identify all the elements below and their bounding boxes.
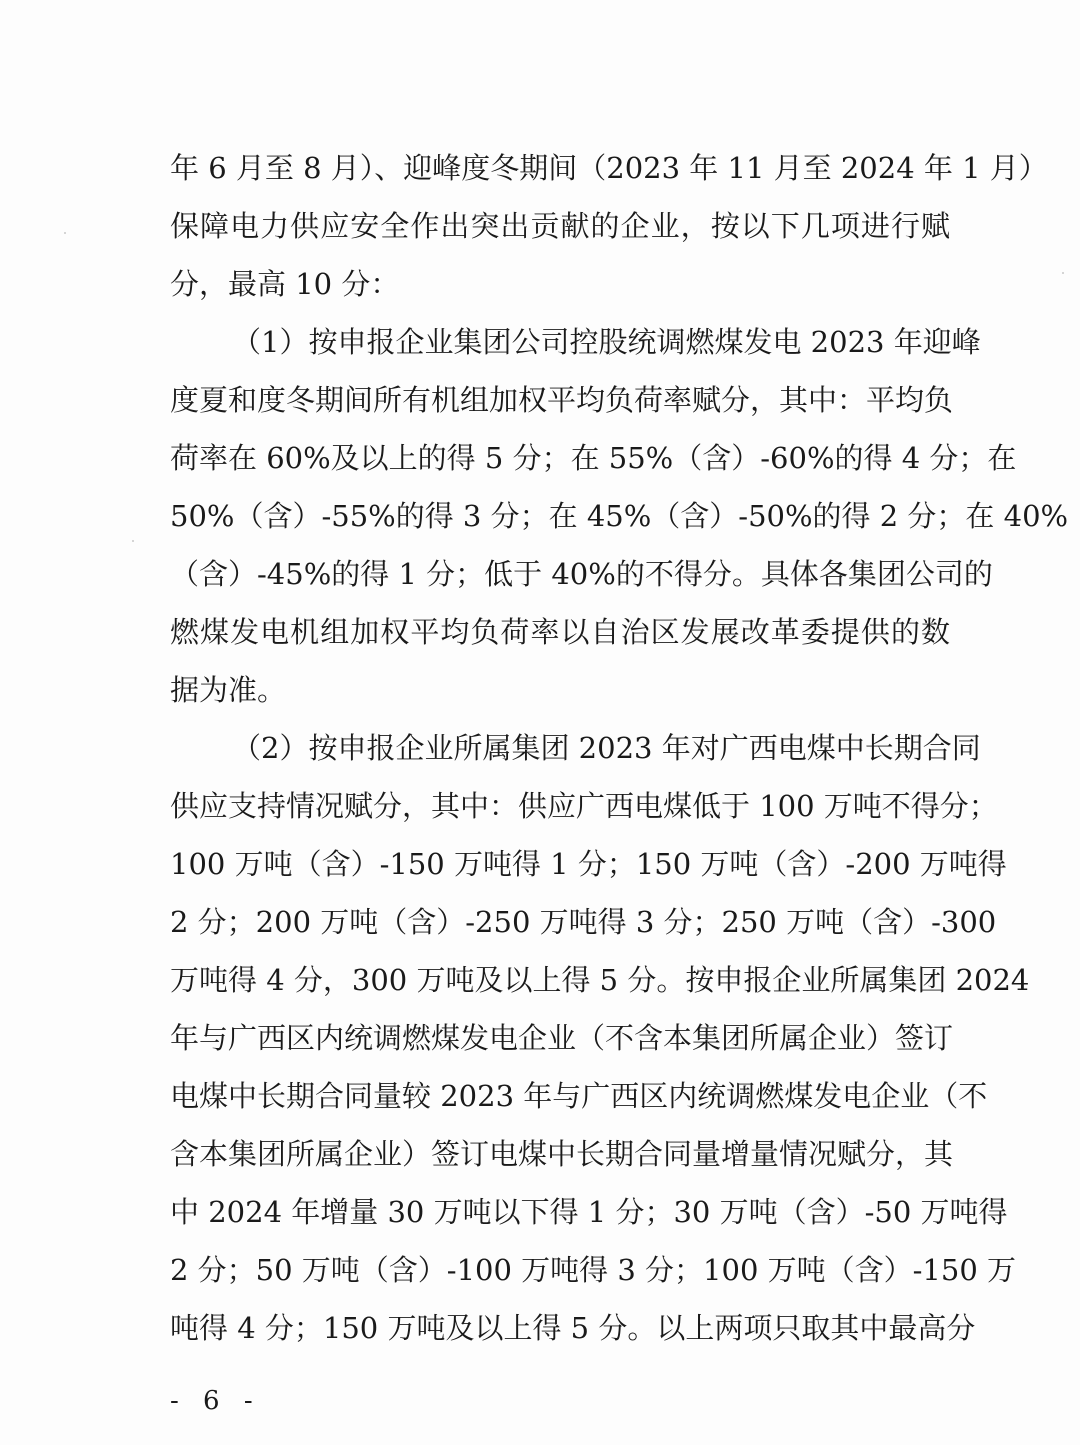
text-line: 100 万吨（含）-150 万吨得 1 分；150 万吨（含）-200 万吨得 xyxy=(170,847,1007,881)
scan-speck xyxy=(64,232,66,234)
text-line: 荷率在 60%及以上的得 5 分；在 55%（含）-60%的得 4 分；在 xyxy=(170,441,1017,475)
text-line: 供应支持情况赋分，其中：供应广西电煤低于 100 万吨不得分； xyxy=(170,789,998,823)
text-line: 保障电力供应安全作出突出贡献的企业，按以下几项进行赋 xyxy=(170,209,950,243)
text-line: 电煤中长期合同量较 2023 年与广西区内统调燃煤发电企业（不 xyxy=(170,1079,988,1113)
text-line: 燃煤发电机组加权平均负荷率以自治区发展改革委提供的数 xyxy=(170,615,950,649)
text-line: 2 分；200 万吨（含）-250 万吨得 3 分；250 万吨（含）-300 xyxy=(170,905,997,939)
text-line: 度夏和度冬期间所有机组加权平均负荷率赋分，其中：平均负 xyxy=(170,383,954,417)
text-line: 万吨得 4 分，300 万吨及以上得 5 分。按申报企业所属集团 2024 xyxy=(170,963,1030,997)
scan-speck xyxy=(132,540,134,542)
text-line: （1）按申报企业集团公司控股统调燃煤发电 2023 年迎峰 xyxy=(232,325,981,359)
text-line: （含）-45%的得 1 分；低于 40%的不得分。具体各集团公司的 xyxy=(170,557,993,591)
text-line: （2）按申报企业所属集团 2023 年对广西电煤中长期合同 xyxy=(232,731,981,765)
page-number: - 6 - xyxy=(170,1386,261,1416)
text-line: 2 分；50 万吨（含）-100 万吨得 3 分；100 万吨（含）-150 万 xyxy=(170,1253,1016,1287)
text-line: 吨得 4 分；150 万吨及以上得 5 分。以上两项只取其中最高分 xyxy=(170,1311,976,1345)
scan-speck xyxy=(1062,272,1064,274)
text-line: 含本集团所属企业）签订电煤中长期合同量增量情况赋分，其 xyxy=(170,1137,954,1171)
text-line: 年与广西区内统调燃煤发电企业（不含本集团所属企业）签订 xyxy=(170,1021,954,1055)
text-line: 中 2024 年增量 30 万吨以下得 1 分；30 万吨（含）-50 万吨得 xyxy=(170,1195,1008,1229)
text-line: 分，最高 10 分： xyxy=(170,267,400,301)
text-line: 年 6 月至 8 月）、迎峰度冬期间（2023 年 11 月至 2024 年 1 月） xyxy=(170,151,1048,185)
text-line: 50%（含）-55%的得 3 分；在 45%（含）-50%的得 2 分；在 40% xyxy=(170,499,1069,533)
text-line: 据为准。 xyxy=(170,673,287,707)
